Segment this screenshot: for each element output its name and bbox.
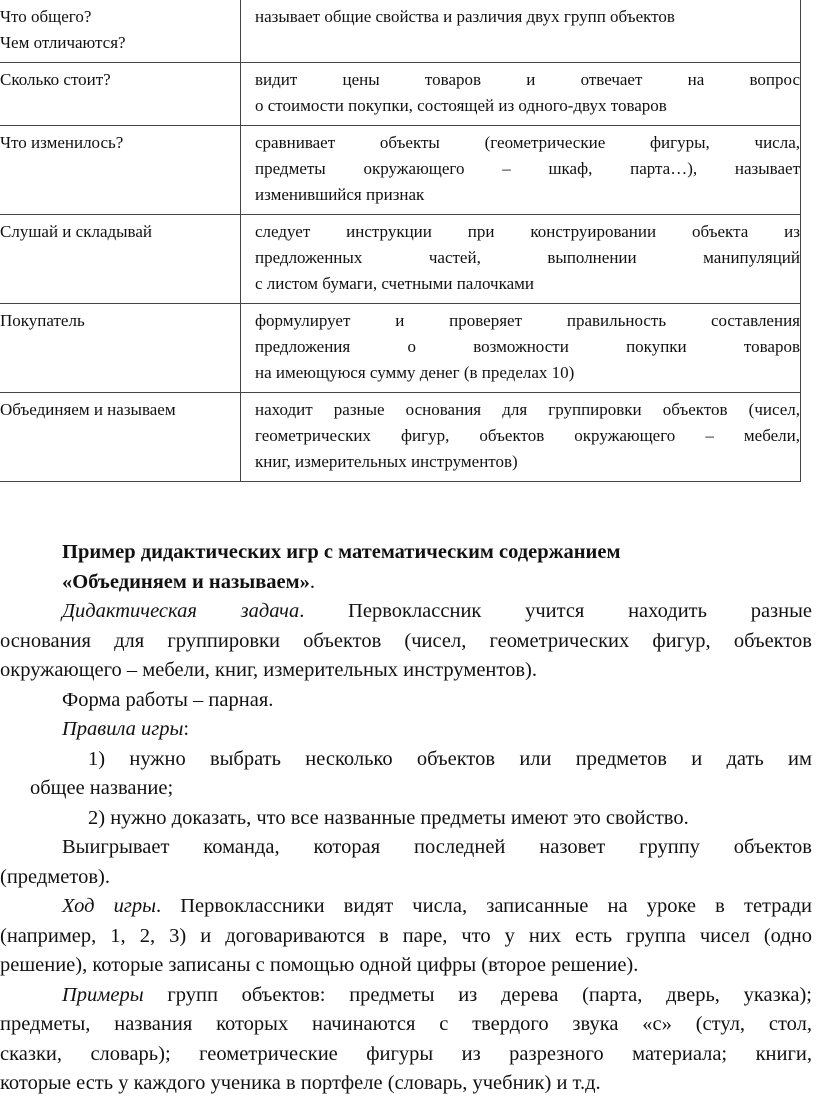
game-description-line: предметы окружающего – шкаф, парта…), называет (255, 159, 800, 178)
rule-1-line-2: общее название; (30, 777, 174, 799)
game-description-line: изменившийся признак (255, 185, 425, 204)
examples-label: Примеры (62, 983, 144, 1006)
rule-2: 2) нужно доказать, что все названные предметы имеют это свойство. (88, 806, 689, 829)
heading-line-2 (62, 568, 812, 598)
course-text-1: . Первоклассники видят числа, записанные на уроке в тетради (155, 895, 813, 917)
table-row (0, 215, 801, 304)
table-row (0, 126, 801, 215)
table-row (0, 0, 801, 63)
game-description-line: с листом бумаги, счетными палочками (255, 274, 534, 293)
game-description-line: предложенных частей, выполнении манипуляций (255, 248, 800, 267)
course-label: Ход игры (62, 895, 156, 917)
rule-1 (0, 745, 812, 804)
game-name-cell (0, 215, 241, 304)
game-name-line: Что изменилось? (0, 133, 124, 152)
course-line-1 (0, 892, 812, 922)
task-line-1 (0, 597, 812, 627)
task-line-2: основания для группировки объектов (чисел, геометрических фигур, объектов (0, 629, 812, 652)
examples-line-3: сказки, словарь); геометрические фигуры из разрезного материала; книги, (0, 1042, 812, 1065)
game-title: «Объединяем и называем» (62, 570, 310, 593)
game-name-cell (0, 63, 241, 126)
game-description-line: на имеющуюся сумму денег (в пределах 10) (255, 363, 575, 382)
win-paragraph (0, 833, 812, 892)
heading-line-1: Пример дидактических игр с математическим содержанием (62, 541, 621, 563)
game-description-line: сравнивает объекты (геометрические фигуры, числа, (255, 133, 800, 152)
heading-period: . (309, 570, 315, 593)
task-label: Дидактическая задача (62, 600, 300, 622)
game-name-line: Чем отличаются? (0, 33, 126, 52)
game-name-cell (0, 393, 241, 482)
game-name-line: Покупатель (0, 311, 85, 330)
game-description-cell (241, 63, 801, 126)
course-line-2: (например, 1, 2, 3) и договариваются в паре, что у них есть группа чисел (одно (0, 924, 812, 947)
task-text-1: . Первоклассник учится находить разные (299, 600, 812, 622)
rules-colon: : (183, 718, 190, 740)
game-description-line: называет общие свойства и различия двух групп объектов (255, 7, 675, 26)
game-description-line: книг, измерительных инструментов) (255, 452, 518, 471)
task-paragraph (0, 597, 812, 686)
win-line-2: (предметов). (0, 865, 110, 888)
game-description-line: видит цены товаров и отвечает на вопрос (255, 70, 800, 89)
games-table (0, 0, 801, 482)
rules-heading (0, 715, 812, 745)
examples-line-2: предметы, названия которых начинаются с твердого звука «с» (стул, стол, (0, 1013, 812, 1035)
game-description-line: формулирует и проверяет правильность составления (255, 311, 800, 330)
game-description-cell (241, 0, 801, 63)
rule-1-line-1: 1) нужно выбрать несколько объектов или предметов и дать им (88, 747, 812, 770)
form-of-work: Форма работы – парная. (62, 688, 274, 711)
course-line-3: решение), которые записаны с помощью одной цифры (второе решение). (0, 954, 639, 976)
game-description-line: геометрических фигур, объектов окружающего – мебели, (255, 426, 800, 445)
game-name-line: Что общего? (0, 7, 92, 26)
course-paragraph (0, 892, 812, 981)
rules-label: Правила игры (62, 718, 184, 740)
game-description-line: следует инструкции при конструировании объекта из (255, 222, 800, 241)
game-name-line: Слушай и складывай (0, 222, 153, 241)
examples-line-4: которые есть у каждого ученика в портфеле (словарь, учебник) и т.д. (0, 1072, 601, 1094)
game-description-cell (241, 126, 801, 215)
game-name-cell (0, 126, 241, 215)
win-line-1: Выигрывает команда, которая последней назовет группу объектов (62, 836, 812, 858)
game-name-line: Объединяем и называем (0, 400, 176, 419)
table-row (0, 63, 801, 126)
examples-paragraph (0, 981, 812, 1099)
game-description-line: предложения о возможности покупки товаров (255, 337, 800, 356)
game-name-line: Сколько стоит? (0, 70, 111, 89)
game-description-line: о стоимости покупки, состоящей из одного-двух товаров (255, 96, 667, 115)
task-line-3: окружающего – мебели, книг, измерительных инструментов). (0, 659, 537, 681)
article-heading (0, 538, 812, 597)
game-description-cell (241, 393, 801, 482)
examples-text-1: групп объектов: предметы из дерева (парта, дверь, указка); (143, 983, 812, 1006)
table-row (0, 304, 801, 393)
game-description-cell (241, 215, 801, 304)
game-description-line: находит разные основания для группировки объектов (чисел, (255, 400, 800, 419)
game-name-cell (0, 0, 241, 63)
game-description-cell (241, 304, 801, 393)
table-row (0, 393, 801, 482)
games-table-body (0, 0, 801, 482)
game-name-cell (0, 304, 241, 393)
examples-line-1 (0, 981, 812, 1011)
article (0, 538, 812, 1099)
